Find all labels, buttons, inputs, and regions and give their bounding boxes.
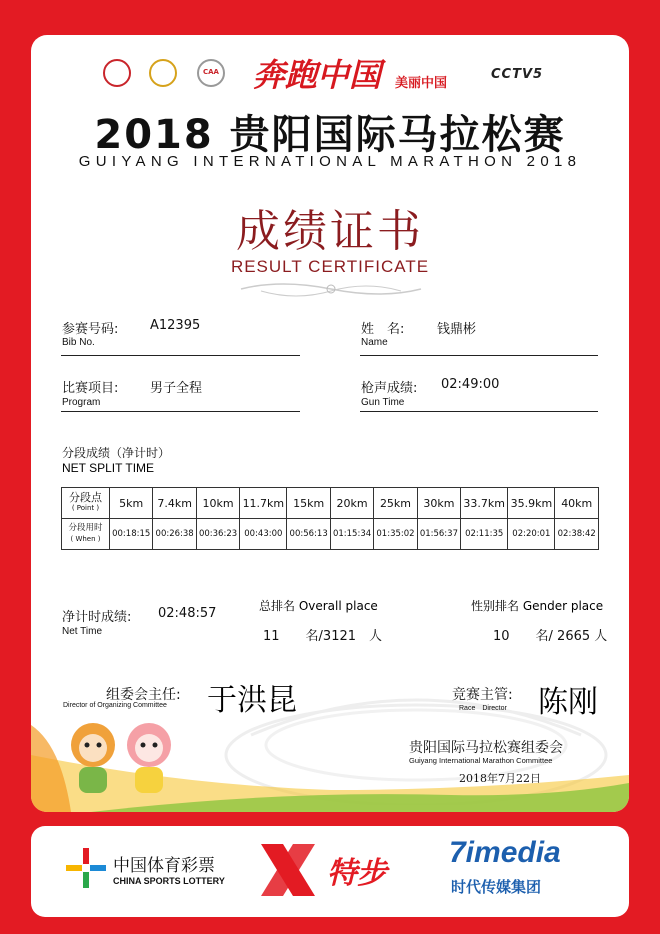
gender-place-value: 10 名/ 2665 人 (493, 629, 608, 644)
bib-value: A12395 (150, 318, 201, 333)
gun-time-underline (360, 411, 598, 412)
bib-label: 参赛号码: (62, 322, 119, 337)
media-logo: 7imedia (449, 836, 561, 869)
when-header: 分段用时 ( When ) (62, 519, 110, 550)
lottery-logo-icon (64, 846, 108, 890)
race-director-label: 竞赛主管: (452, 687, 513, 703)
xtep-name: 特步 (327, 856, 387, 891)
name-sub: Name (361, 337, 388, 348)
program-value: 男子全程 (150, 381, 203, 396)
split-time: 00:56:13 (287, 519, 330, 550)
director-sub: Director of Organizing Committee (63, 702, 167, 709)
split-time: 00:43:00 (240, 519, 287, 550)
association-logo-1 (103, 59, 131, 87)
net-time-value: 02:48:57 (158, 606, 217, 621)
split-point: 33.7km (461, 488, 508, 519)
split-point: 7.4km (153, 488, 196, 519)
program-sub: Program (62, 397, 101, 408)
gun-time-label: 枪声成绩: (361, 381, 418, 396)
split-points-row (62, 488, 599, 519)
split-time: 01:35:02 (374, 519, 417, 550)
bib-underline (61, 355, 300, 356)
decorative-ornament (231, 277, 431, 301)
split-time: 00:18:15 (110, 519, 153, 550)
split-time: 02:38:42 (555, 519, 599, 550)
certificate-title-en: RESULT CERTIFICATE (230, 257, 430, 276)
certificate-title: 成绩证书 (236, 206, 424, 257)
association-logo-2 (149, 59, 177, 87)
committee-name: 贵阳国际马拉松赛组委会 (409, 740, 563, 756)
split-point: 35.9km (508, 488, 555, 519)
event-title-en: GUIYANG INTERNATIONAL MARATHON 2018 (78, 153, 582, 170)
slogan-sub: 美丽中国 (395, 76, 448, 91)
gun-time-value: 02:49:00 (441, 377, 500, 392)
split-point: 20km (330, 488, 373, 519)
split-point: 10km (196, 488, 239, 519)
mascot-illustration (61, 715, 191, 810)
split-point: 25km (374, 488, 417, 519)
event-title: 2018 贵阳国际马拉松赛 (94, 112, 566, 158)
cctv5-logo: CCTV5 (491, 67, 544, 82)
program-label: 比赛项目: (62, 381, 119, 396)
split-time: 00:36:23 (196, 519, 239, 550)
split-times-row (62, 519, 599, 550)
lottery-name: 中国体育彩票 (113, 856, 215, 876)
slogan-logo: 奔跑中国 (253, 56, 382, 94)
split-point: 30km (417, 488, 460, 519)
committee-name-en: Guiyang International Marathon Committee (409, 756, 553, 765)
director-label: 组委会主任: (106, 687, 181, 703)
split-table (61, 487, 599, 550)
gun-time-sub: Gun Time (361, 397, 405, 408)
name-underline (360, 355, 598, 356)
bib-sub: Bib No. (62, 337, 95, 348)
net-time-sub: Net Time (62, 626, 103, 637)
certificate-card (31, 35, 629, 812)
director-signature: 于洪昆 (207, 683, 297, 718)
split-point: 11.7km (240, 488, 287, 519)
split-time: 02:20:01 (508, 519, 555, 550)
gender-place-label: 性别排名 Gender place (471, 599, 604, 613)
lottery-name-en: CHINA SPORTS LOTTERY (113, 876, 225, 886)
program-underline (61, 411, 300, 412)
split-time: 01:56:37 (417, 519, 460, 550)
split-time: 02:11:35 (461, 519, 508, 550)
split-title-en: NET SPLIT TIME (62, 461, 155, 475)
point-header: 分段点 ( Point ) (62, 488, 110, 519)
split-point: 5km (110, 488, 153, 519)
split-point: 40km (555, 488, 599, 519)
name-label: 姓 名: (361, 322, 405, 337)
split-point: 15km (287, 488, 330, 519)
sponsor-bar (31, 826, 629, 917)
overall-place-label: 总排名 Overall place (259, 599, 378, 613)
name-value: 钱鼎彬 (437, 322, 477, 337)
net-time-label: 净计时成绩: (62, 610, 132, 625)
split-title: 分段成绩（净计时） (62, 446, 171, 460)
xtep-x-logo (253, 840, 323, 900)
certificate-date: 2018年7月22日 (459, 772, 541, 785)
race-director-signature: 陈刚 (538, 685, 598, 720)
media-name: 时代传媒集团 (451, 878, 542, 896)
overall-place-value: 11 名/3121 人 (263, 629, 383, 644)
race-director-sub: Race Director (459, 705, 507, 712)
caa-logo: CAA (197, 59, 225, 87)
split-time: 01:15:34 (330, 519, 373, 550)
split-time: 00:26:38 (153, 519, 196, 550)
